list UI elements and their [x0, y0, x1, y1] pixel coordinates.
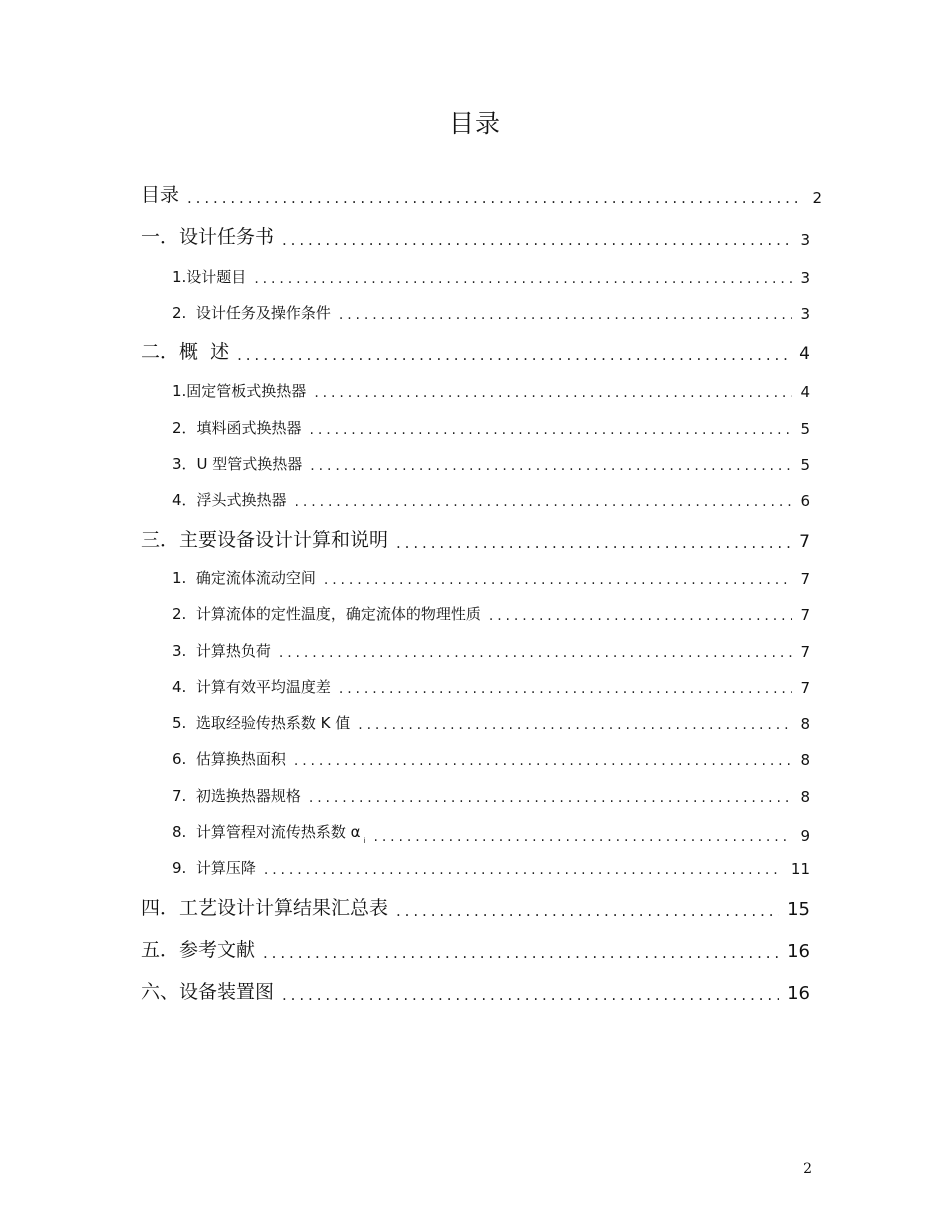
- toc-entry-title: 二．概 述: [141, 341, 230, 363]
- toc-leader-dots: [339, 307, 793, 323]
- toc-entry[interactable]: [172, 302, 810, 323]
- toc-entry-page: 8: [800, 715, 810, 733]
- toc-entry-page: 4: [800, 383, 810, 401]
- toc-entry-page: 7: [800, 679, 810, 697]
- toc-leader-dots: [324, 572, 793, 588]
- toc-entry[interactable]: [172, 821, 810, 845]
- toc-entry-title: 6. 估算换热面积: [172, 750, 286, 768]
- toc-entry[interactable]: [172, 857, 810, 878]
- toc-entry-page: 16: [787, 941, 810, 962]
- toc-entry[interactable]: [172, 380, 810, 401]
- toc-leader-dots: [254, 271, 792, 287]
- toc-leader-dots: [310, 458, 792, 474]
- toc-entry-page: 8: [800, 788, 810, 806]
- toc-entry-title: [172, 821, 365, 845]
- toc-leader-dots: [396, 534, 791, 552]
- toc-entry-page: 5: [800, 420, 810, 438]
- toc-entry[interactable]: [172, 567, 810, 588]
- toc-entry[interactable]: [172, 417, 810, 438]
- toc-leader-dots: [489, 608, 793, 624]
- toc-entry-page: 8: [800, 751, 810, 769]
- toc-entry-page: 6: [800, 492, 810, 510]
- toc-entry[interactable]: [172, 453, 810, 474]
- toc-entry-page: 11: [790, 860, 810, 878]
- toc-entry-page: 7: [800, 606, 810, 624]
- toc-entry-title: 2. 计算流体的定性温度，确定流体的物理性质: [172, 605, 481, 623]
- toc-entry[interactable]: [172, 640, 810, 661]
- toc-entry-title: 4. 计算有效平均温度差: [172, 678, 331, 696]
- toc-leader-dots: [309, 790, 793, 806]
- toc-entry[interactable]: [141, 222, 810, 249]
- toc-leader-dots: [282, 231, 792, 249]
- toc-entry[interactable]: [141, 525, 810, 552]
- toc-entry-page: 15: [787, 899, 810, 920]
- toc-entry-title: 四．工艺设计计算结果汇总表: [141, 897, 389, 919]
- toc-entry[interactable]: [172, 785, 810, 806]
- toc-entry[interactable]: [172, 676, 810, 697]
- toc-entry[interactable]: [141, 935, 810, 962]
- toc-entry-page: 3: [800, 231, 810, 249]
- toc-entry-page: 7: [800, 643, 810, 661]
- toc-entry-page: 5: [800, 456, 810, 474]
- toc-entry-page: 2: [812, 189, 822, 207]
- toc-entry-title-text: 8. 计算管程对流传热系数 α: [172, 823, 361, 841]
- toc-leader-dots: [294, 753, 793, 769]
- toc-entry[interactable]: [141, 337, 810, 364]
- toc-leader-dots: [310, 422, 793, 438]
- toc-entry-title: 7. 初选换热器规格: [172, 787, 301, 805]
- toc-leader-dots: [339, 681, 793, 697]
- toc-leader-dots: [237, 346, 791, 364]
- page-title: 目录: [448, 109, 501, 138]
- toc-entry[interactable]: [141, 180, 822, 207]
- toc-entry-title: 1. 确定流体流动空间: [172, 569, 316, 587]
- toc-entry[interactable]: [172, 712, 810, 733]
- toc-entry[interactable]: [141, 893, 810, 920]
- toc-entry-title: 2．填料函式换热器: [172, 419, 302, 437]
- toc-leader-dots: [295, 494, 793, 510]
- toc-entry-page: 7: [800, 570, 810, 588]
- toc-leader-dots: [187, 189, 804, 207]
- toc-entry-title: 1.固定管板式换热器: [172, 382, 307, 400]
- toc-leader-dots: [264, 862, 783, 878]
- toc-entry-title: 3．U 型管式换热器: [172, 455, 303, 473]
- toc-entry-page: 3: [800, 305, 810, 323]
- toc-leader-dots: [263, 944, 779, 962]
- toc-leader-dots: [314, 385, 792, 401]
- toc-entry-page: 9: [800, 827, 810, 845]
- toc-leader-dots: [282, 986, 779, 1004]
- toc-entry-title: 五．参考文献: [141, 939, 256, 961]
- toc-entry[interactable]: [172, 266, 810, 287]
- toc-entry-page: 7: [799, 532, 810, 552]
- toc-entry-page: 3: [800, 269, 810, 287]
- toc-leader-dots: [396, 902, 779, 920]
- toc-leader-dots: [373, 829, 792, 845]
- toc-entry-title: 3. 计算热负荷: [172, 642, 271, 660]
- toc-entry-title: 1.设计题目: [172, 268, 247, 286]
- toc-entry-title: 2. 设计任务及操作条件: [172, 304, 331, 322]
- toc-entry-title: 目录: [141, 184, 180, 206]
- toc-entry-page: 16: [787, 983, 810, 1004]
- toc-entry-title: 三．主要设备设计计算和说明: [141, 529, 389, 551]
- toc-entry-page: 4: [799, 344, 810, 364]
- subscript-i: i: [363, 837, 366, 845]
- toc-entry[interactable]: [172, 748, 810, 769]
- toc-entry-title: 9. 计算压降: [172, 859, 256, 877]
- toc-leader-dots: [279, 645, 793, 661]
- footer-page-number: 2: [803, 1161, 812, 1177]
- toc-entry-title: 一．设计任务书: [141, 226, 275, 248]
- toc-entry[interactable]: [172, 603, 810, 624]
- toc-entry-title: 六、设备装置图: [141, 981, 275, 1003]
- toc-entry[interactable]: [172, 489, 810, 510]
- toc-entry[interactable]: [141, 977, 810, 1004]
- toc-entry-title: 5. 选取经验传热系数 K 值: [172, 714, 351, 732]
- toc-entry-title: 4．浮头式换热器: [172, 491, 287, 509]
- toc-leader-dots: [358, 717, 792, 733]
